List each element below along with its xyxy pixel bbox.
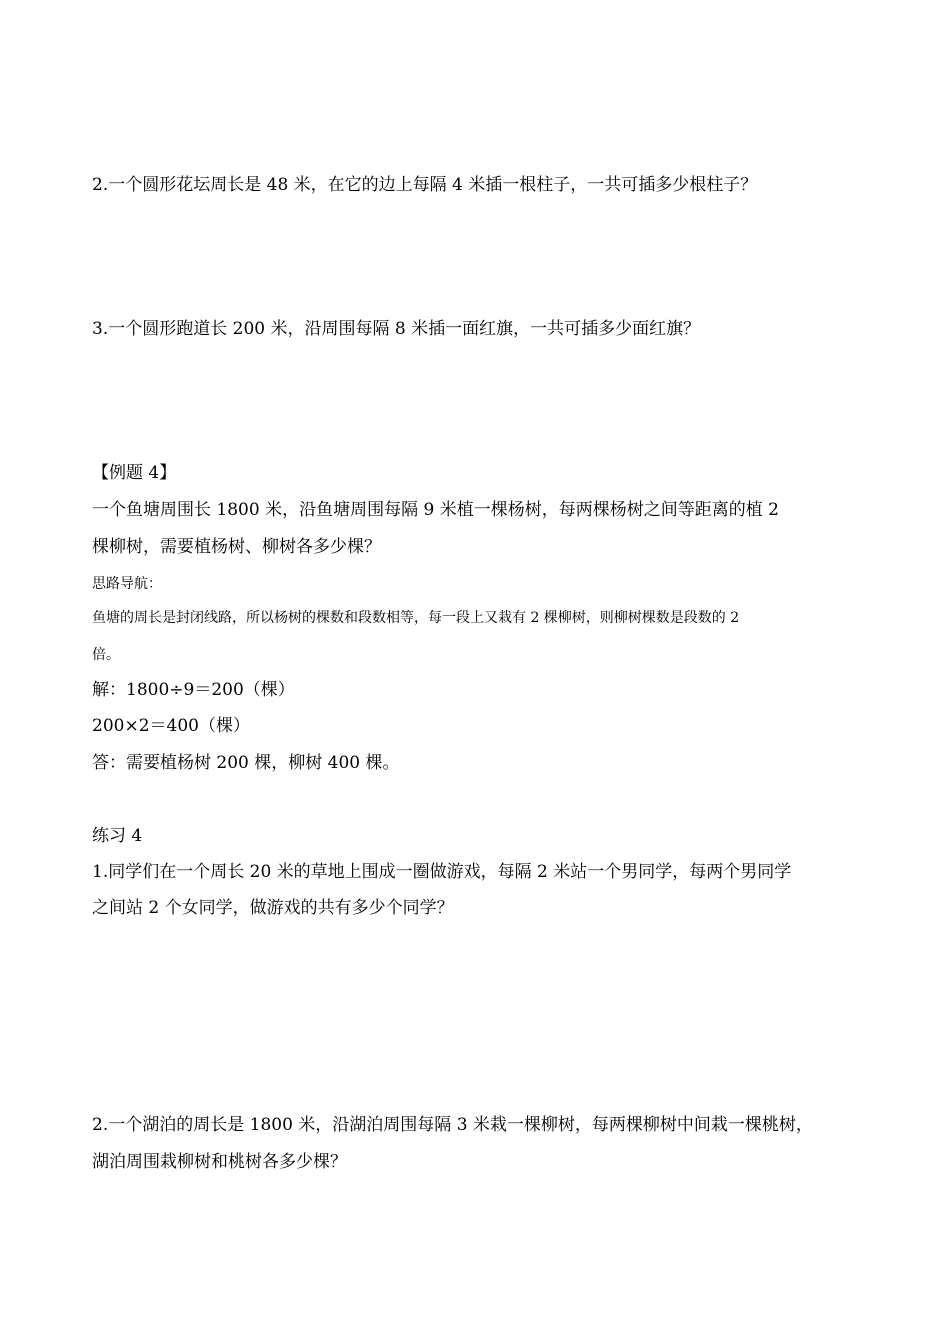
- practice-4-heading: 练习 4: [92, 826, 143, 846]
- practice-question-3: 3.一个圆形跑道长 200 米，沿周围每隔 8 米插一面红旗，一共可插多少面红旗？: [92, 319, 701, 339]
- answer-line: 答：需要植杨树 200 棵，柳树 400 棵。: [92, 753, 400, 773]
- example-4-problem-line-2: 棵柳树，需要植杨树、柳树各多少棵？: [92, 537, 381, 557]
- solution-line-1: 解：1800÷9＝200（棵）: [92, 680, 295, 700]
- practice-4-question-2-line-1: 2.一个湖泊的周长是 1800 米，沿湖泊周围每隔 3 米栽一棵柳树，每两棵柳树中间栽一棵桃树，: [92, 1115, 813, 1135]
- guide-line-1: 鱼塘的周长是封闭线路，所以杨树的棵数和段数相等，每一段上又栽有 2 棵柳树，则柳树棵数是段数的 2: [92, 610, 740, 626]
- guide-label: 思路导航：: [92, 576, 162, 592]
- example-4-problem-line-1: 一个鱼塘周围长 1800 米，沿鱼塘周围每隔 9 米植一棵杨树，每两棵杨树之间等距离的植 2: [92, 500, 779, 520]
- guide-line-2: 倍。: [92, 647, 120, 663]
- practice-question-2: 2.一个圆形花坛周长是 48 米，在它的边上每隔 4 米插一根柱子，一共可插多少根柱子？: [92, 175, 758, 195]
- solution-line-2: 200×2＝400（棵）: [92, 716, 250, 736]
- practice-4-question-1-line-2: 之间站 2 个女同学，做游戏的共有多少个同学？: [92, 898, 454, 918]
- practice-4-question-1-line-1: 1.同学们在一个周长 20 米的草地上围成一圈做游戏，每隔 2 米站一个男同学，每两个男同学: [92, 862, 792, 882]
- example-4-heading: 【例题 4】: [92, 463, 177, 483]
- practice-4-question-2-line-2: 湖泊周围栽柳树和桃树各多少棵？: [92, 1152, 347, 1172]
